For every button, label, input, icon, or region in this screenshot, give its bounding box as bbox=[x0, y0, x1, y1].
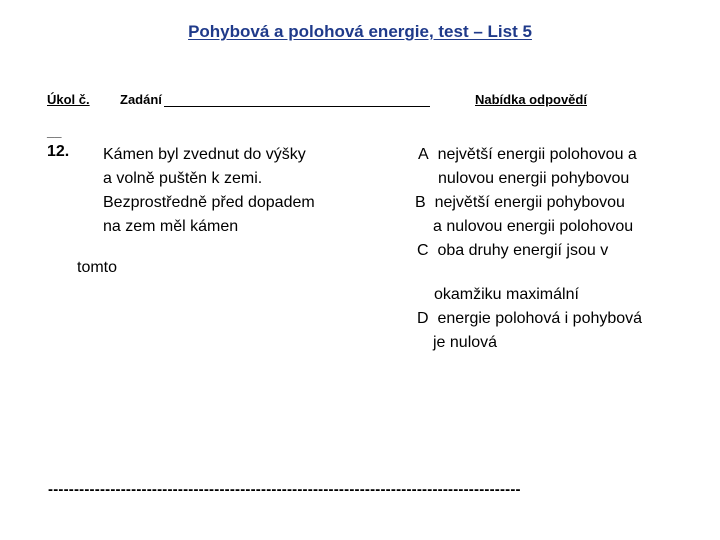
answer-letter: D bbox=[417, 310, 429, 327]
header-dash: __ bbox=[47, 124, 62, 139]
question-text bbox=[103, 143, 315, 239]
header-answer-offer: Nabídka odpovědí bbox=[475, 92, 587, 107]
page-title: Pohybová a polohová energie, test – List 5 bbox=[188, 22, 532, 41]
question-line: Bezprostředně před dopadem bbox=[103, 194, 315, 211]
answer-letter: C bbox=[417, 242, 429, 259]
footer-dashed-line: ------------------------------------------------------------------------------------------- bbox=[48, 481, 521, 498]
answer-letter: B bbox=[415, 194, 426, 211]
answer-line: energie polohová i pohybová bbox=[437, 310, 643, 327]
answer-a bbox=[418, 143, 637, 191]
answer-letter: A bbox=[418, 146, 429, 163]
header-prompt: Zadání bbox=[120, 92, 162, 107]
answer-c bbox=[417, 239, 608, 263]
answer-line: největší energii polohovou a bbox=[437, 146, 637, 163]
header-task-number: Úkol č. bbox=[47, 92, 90, 107]
answer-line: největší energii pohybovou bbox=[434, 194, 625, 211]
question-line: na zem měl kámen bbox=[103, 218, 239, 235]
answer-d bbox=[417, 307, 642, 355]
answer-line: a nulovou energii polohovou bbox=[433, 218, 634, 235]
question-number: 12. bbox=[47, 143, 70, 160]
question-trailing-word: tomto bbox=[77, 259, 118, 276]
question-line: a volně puštěn k zemi. bbox=[103, 170, 263, 187]
question-line: Kámen byl zvednut do výšky bbox=[103, 146, 306, 163]
answer-line: nulovou energii pohybovou bbox=[438, 170, 630, 187]
header-underline bbox=[164, 106, 430, 107]
answer-line: okamžiku maximální bbox=[434, 286, 579, 303]
answer-c-continuation bbox=[434, 283, 579, 307]
answer-line: oba druhy energií jsou v bbox=[437, 242, 609, 259]
answer-b bbox=[415, 191, 633, 239]
answer-line: je nulová bbox=[433, 334, 498, 351]
